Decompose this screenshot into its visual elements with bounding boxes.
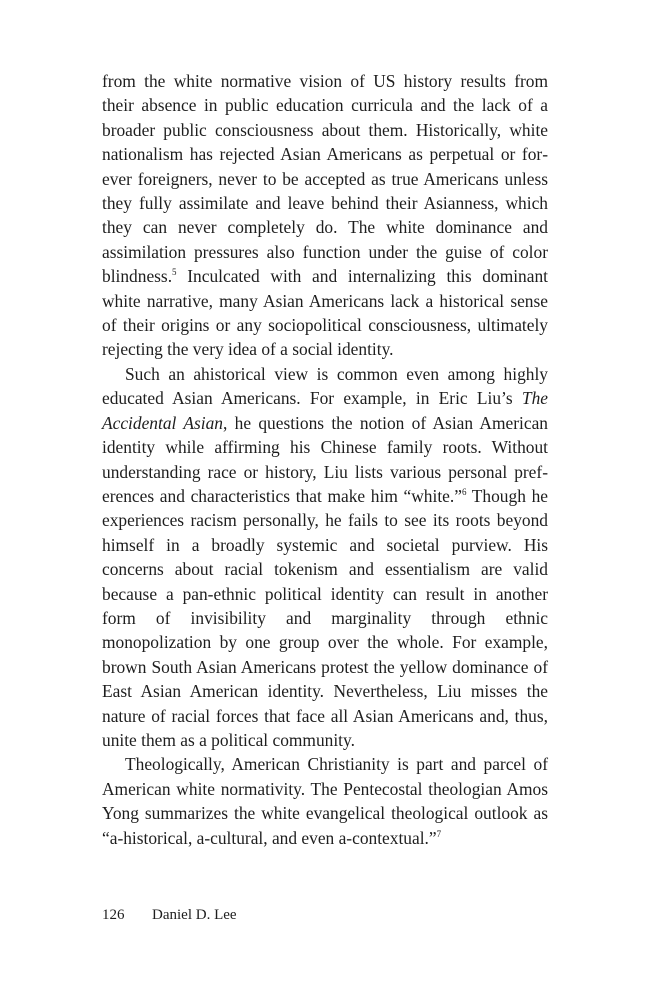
paragraph-1-text: from the white normative vision of US history results from their absence in public education curricula and the lack of a broader public consciousness about them. Historically, white nationalism has rejected Asian Americans as perpetual or forever foreigners, never to be accepted as true Americans unless they fully assimilate and leave behind their Asianness, which they can never completely do. The white dominance and assimilation pressures also function under the guise of color blindness. bbox=[102, 71, 548, 287]
footnote-ref-5[interactable]: 5 bbox=[172, 267, 177, 278]
paragraph-1 bbox=[102, 69, 548, 362]
paragraph-3-text: Theologically, American Christianity is part and parcel of American white normativity. The Pentecostal theologian Amos Yong summarizes the white evangelical theological outlook as “a-historical, a-cultural, and even a-contextual.” bbox=[102, 754, 548, 848]
footnote-ref-6[interactable]: 6 bbox=[461, 486, 467, 497]
paragraph-2 bbox=[102, 362, 548, 753]
page-footer bbox=[102, 907, 237, 924]
paragraph-2-text: Such an ahistorical view is common even among highly educated Asian Americans. For example, in Eric Liu’s bbox=[102, 363, 548, 409]
book-title: The Accidental Asian bbox=[102, 388, 548, 433]
paragraph-2-text-cont: , he questions the notion of Asian American identity while affirming his Chinese family roots. Without understanding race or history, Liu lists various personal preferences and characteristics that make him “white.” bbox=[102, 412, 548, 506]
page-body bbox=[102, 69, 548, 850]
paragraph-3 bbox=[102, 752, 548, 850]
running-author: Daniel D. Lee bbox=[152, 907, 237, 923]
page-number: 126 bbox=[102, 907, 125, 923]
paragraph-1-text-cont: Inculcated with and internalizing this dominant white narrative, many Asian Americans lack a historical sense of their origins or any sociopolitical consciousness, ultimately rejecting the very idea of a social identity. bbox=[102, 266, 548, 360]
paragraph-2-text-end: Though he experiences racism personally, he fails to see its roots beyond himself in a broadly systemic and societal purview. His concerns about racial tokenism and essentialism are valid because a pan-ethnic political identity can result in another form of invisibility and marginality through ethnic monopolization by one group over the whole. For example, brown South Asian Americans protest the yellow dominance of East Asian American identity. Nevertheless, Liu misses the nature of racial forces that face all Asian Americans and, thus, unite them as a political community. bbox=[102, 485, 548, 750]
footnote-ref-7[interactable]: 7 bbox=[436, 828, 442, 839]
